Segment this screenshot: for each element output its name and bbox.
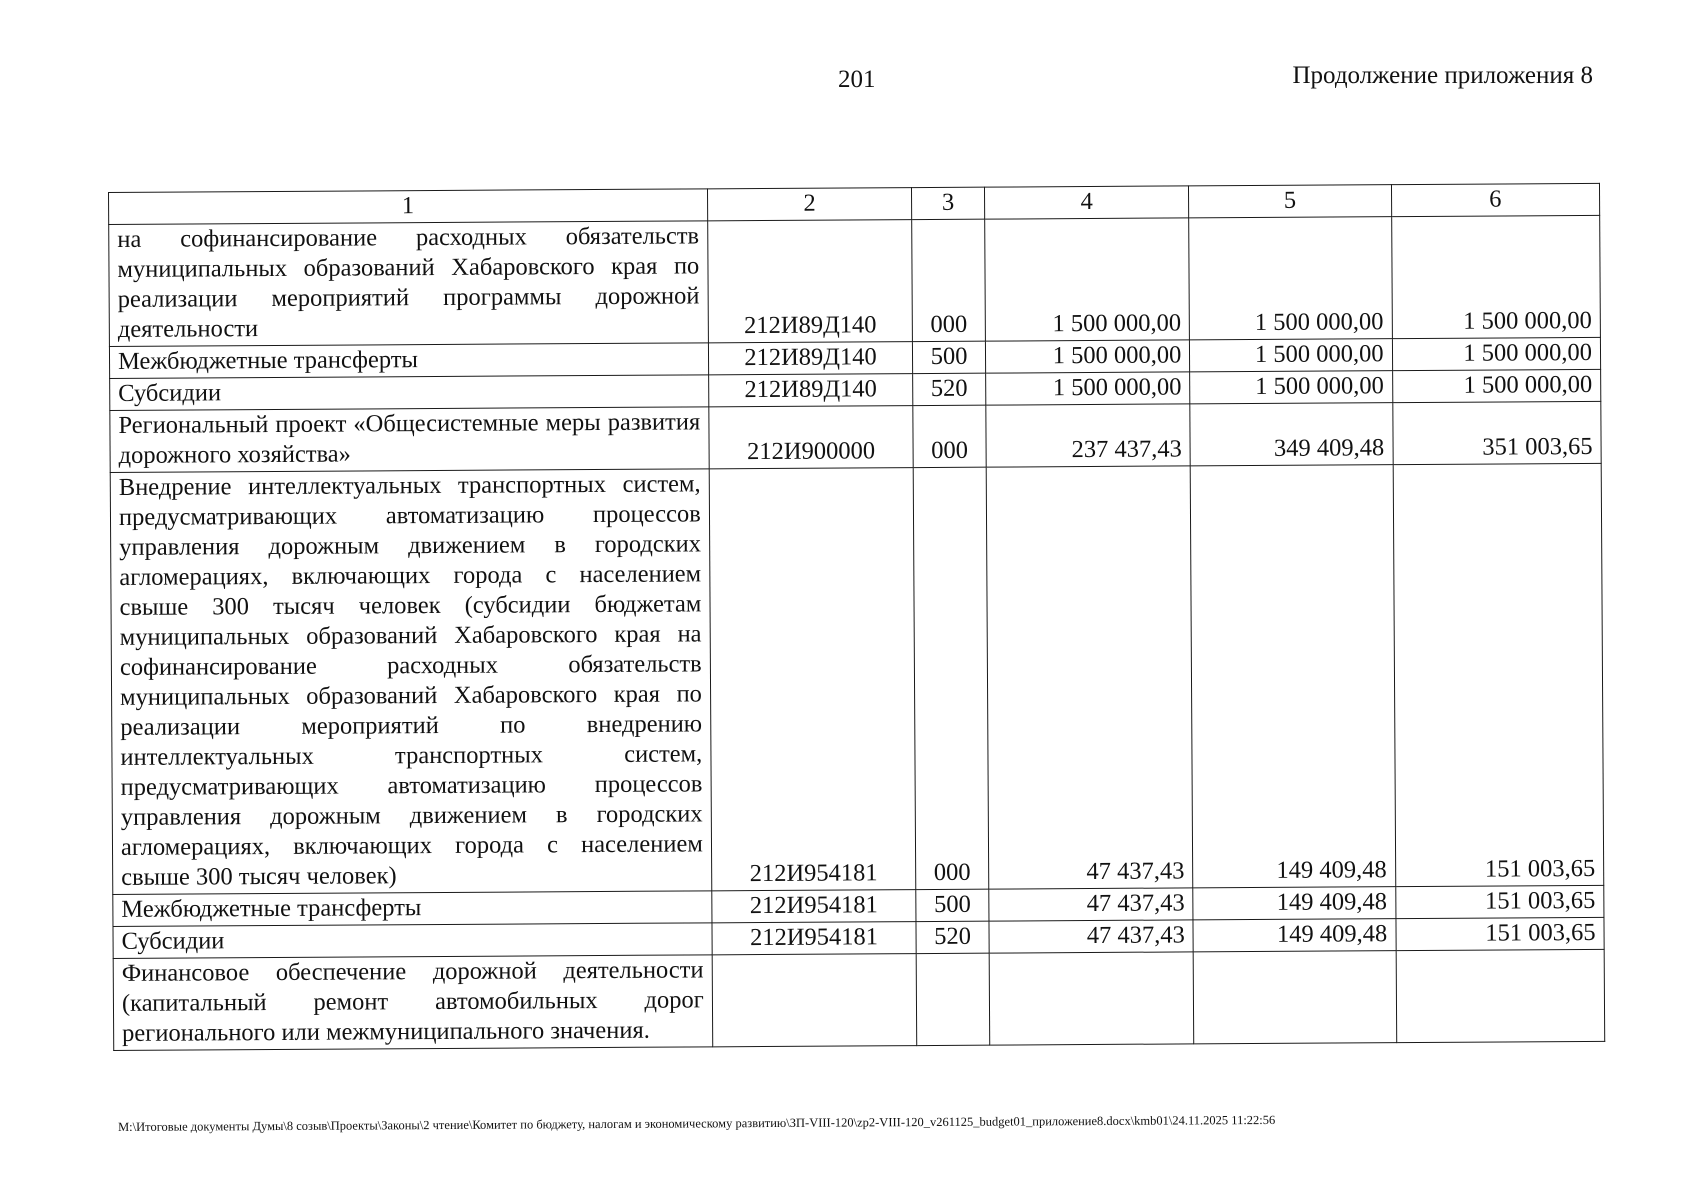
- target-article-code: 212И954181: [712, 890, 917, 923]
- expense-name: на софинансирование расходных обязательств муниципальных образований Хабаровского края по реализации мероприятий программы дорожной деятельности: [109, 221, 709, 347]
- table-row: [110, 463, 1604, 894]
- column-number: 2: [707, 188, 912, 221]
- column-number: 3: [912, 187, 985, 219]
- target-article-code: [712, 954, 917, 1047]
- budget-table: [108, 183, 1605, 1051]
- amount-col-6: 1 500 000,00: [1392, 337, 1601, 370]
- amount-col-4: 47 437,43: [986, 466, 1193, 889]
- amount-col-5: 149 409,48: [1193, 887, 1395, 920]
- target-article-code: 212И954181: [712, 922, 917, 955]
- table-row: [113, 949, 1605, 1050]
- amount-col-6: 151 003,65: [1393, 463, 1604, 886]
- amount-col-5: 1 500 000,00: [1189, 217, 1392, 340]
- amount-col-6: [1396, 949, 1605, 1042]
- expense-name: Субсидии: [113, 923, 712, 959]
- expense-name: Межбюджетные трансферты: [113, 891, 712, 927]
- expense-type-code: 000: [912, 219, 986, 341]
- amount-col-4: 47 437,43: [989, 920, 1194, 953]
- amount-col-5: [1193, 951, 1396, 1044]
- page-number: 201: [838, 66, 876, 93]
- target-article-code: 212И89Д140: [707, 220, 912, 343]
- column-number: 5: [1189, 185, 1391, 218]
- amount-col-6: 1 500 000,00: [1392, 369, 1601, 402]
- column-number: 4: [984, 186, 1189, 219]
- amount-col-4: 1 500 000,00: [985, 218, 1190, 341]
- column-number: 1: [109, 189, 708, 225]
- expense-type-code: 000: [913, 467, 988, 889]
- amount-col-6: 1 500 000,00: [1391, 215, 1600, 338]
- amount-col-4: 1 500 000,00: [985, 340, 1190, 373]
- expense-name: Региональный проект «Общесистемные меры развития дорожного хозяйства»: [110, 407, 709, 473]
- column-number: 6: [1391, 183, 1600, 216]
- table-row: [109, 215, 1601, 346]
- expense-name: Внедрение интеллектуальных транспортных систем, предусматривающих автоматизацию процессов управления дорожным движением в городских агломерациях, включающих города с населением свыше 300 тысяч человек (субсидии бюджетам муниципальных образований Хабаровского края на софинансирование расходных обязательств муниципальных образований Хабаровского края по реализации мероприятий по внедрению интеллектуальных транспортных систем, предусматривающих автоматизацию процессов управления дорожным движением в городских агломерациях, включающих города с населением свыше 300 тысяч человек): [110, 469, 711, 895]
- target-article-code: 212И89Д140: [708, 374, 913, 407]
- amount-col-4: [989, 952, 1194, 1045]
- amount-col-6: 151 003,65: [1396, 917, 1605, 950]
- amount-col-4: 237 437,43: [986, 404, 1191, 467]
- table-row: [110, 401, 1601, 472]
- amount-col-5: 1 500 000,00: [1190, 339, 1392, 372]
- target-article-code: 212И954181: [709, 468, 916, 891]
- budget-table-container: [108, 183, 1605, 1051]
- amount-col-5: 1 500 000,00: [1190, 371, 1392, 404]
- expense-type-code: 520: [916, 921, 989, 953]
- expense-type-code: 520: [913, 373, 986, 405]
- amount-col-4: 47 437,43: [989, 888, 1194, 921]
- amount-col-6: 151 003,65: [1395, 885, 1604, 918]
- amount-col-5: 149 409,48: [1190, 465, 1395, 888]
- amount-col-5: 149 409,48: [1193, 919, 1395, 952]
- expense-name: Финансовое обеспечение дорожной деятельности (капитальный ремонт автомобильных дорог регионального или межмуниципального значения.: [113, 955, 712, 1051]
- expense-name: Межбюджетные трансферты: [109, 343, 708, 379]
- document-file-path: М:\Итоговые документы Думы\8 созыв\Проекты\Законы\2 чтение\Комитет по бюджету, налогам и экономическому развитию\ЗП-VIII-120\zp2-VIII-120_v261125_budget01_приложение8.docx\kmb01\24.11.2025 11:22:56: [118, 1112, 1276, 1134]
- amount-col-4: 1 500 000,00: [986, 372, 1191, 405]
- expense-type-code: [916, 953, 989, 1045]
- appendix-continuation-note: Продолжение приложения 8: [1292, 62, 1593, 89]
- expense-name: Субсидии: [110, 375, 709, 411]
- amount-col-6: 351 003,65: [1392, 401, 1601, 464]
- target-article-code: 212И900000: [709, 406, 914, 469]
- expense-type-code: 500: [916, 889, 989, 921]
- expense-type-code: 000: [913, 405, 986, 467]
- expense-type-code: 500: [913, 341, 986, 373]
- amount-col-5: 349 409,48: [1190, 403, 1393, 466]
- target-article-code: 212И89Д140: [708, 342, 913, 375]
